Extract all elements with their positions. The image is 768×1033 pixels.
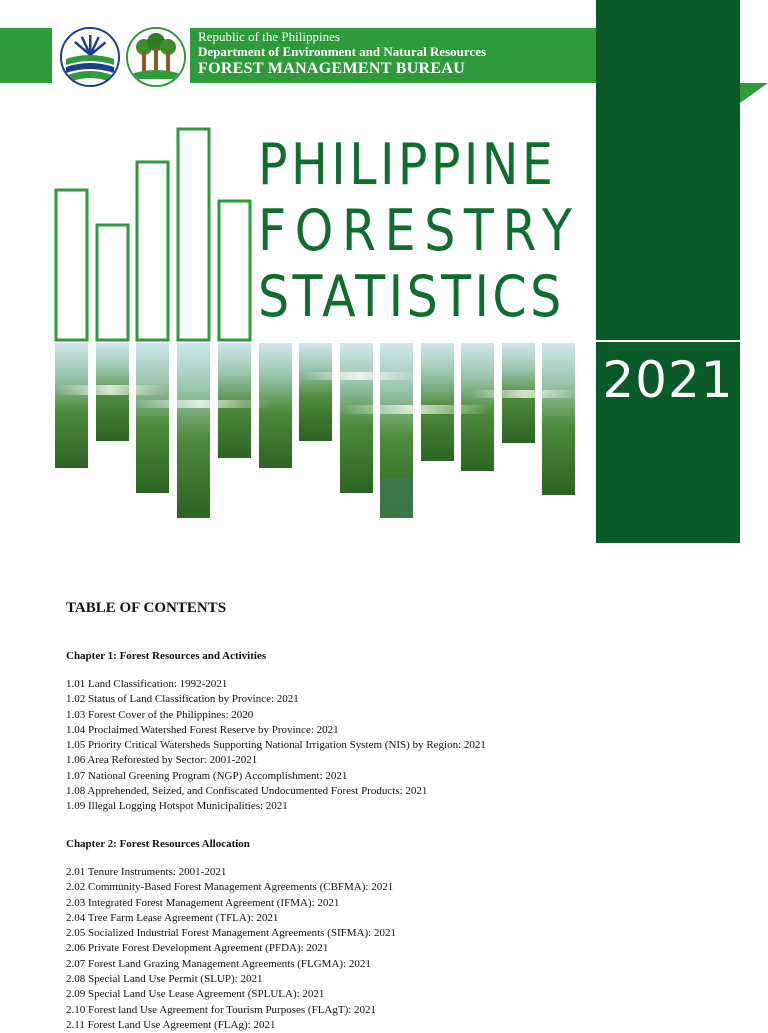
toc-entry[interactable]: 1.05 Priority Critical Watersheds Supporting National Irrigation System (NIS) by Region: 2021 bbox=[66, 739, 486, 752]
toc-entry[interactable]: 2.02 Community-Based Forest Management Agreements (CBFMA): 2021 bbox=[66, 881, 394, 894]
toc-entry[interactable]: 2.05 Socialized Industrial Forest Management Agreements (SIFMA): 2021 bbox=[66, 927, 396, 940]
toc-entry[interactable]: 1.09 Illegal Logging Hotspot Municipalities: 2021 bbox=[66, 800, 288, 813]
chapter-2-heading: Chapter 2: Forest Resources Allocation bbox=[66, 838, 250, 850]
bureau-line: FOREST MANAGEMENT BUREAU bbox=[198, 59, 466, 77]
toc-entry[interactable]: 1.01 Land Classification: 1992-2021 bbox=[66, 678, 228, 690]
toc-entry[interactable]: 2.09 Special Land Use Lease Agreement (SPLULA): 2021 bbox=[66, 988, 325, 1001]
panel-divider bbox=[596, 340, 740, 342]
department-line: Department of Environment and Natural Resources bbox=[198, 43, 487, 59]
toc-entry[interactable]: 1.06 Area Reforested by Sector: 2001-2021 bbox=[66, 754, 258, 767]
toc-entry[interactable]: 2.01 Tenure Instruments: 2001-2021 bbox=[66, 866, 227, 878]
title-line-3: STATISTICS bbox=[258, 264, 565, 330]
toc-entry[interactable]: 2.03 Integrated Forest Management Agreement (IFMA): 2021 bbox=[66, 896, 340, 909]
band-fold bbox=[740, 83, 768, 103]
toc-title: TABLE OF CONTENTS bbox=[66, 600, 227, 616]
cover-year: 2021 bbox=[602, 351, 734, 409]
toc-entry[interactable]: 1.08 Apprehended, Seized, and Confiscated Undocumented Forest Products: 2021 bbox=[66, 785, 428, 798]
toc-entry[interactable]: 1.03 Forest Cover of the Philippines: 2020 bbox=[66, 708, 254, 721]
toc-entry[interactable]: 2.06 Private Forest Development Agreement (PFDA): 2021 bbox=[66, 942, 329, 955]
chapter-1-items bbox=[66, 677, 486, 815]
toc-entry[interactable]: 2.04 Tree Farm Lease Agreement (TFLA): 2021 bbox=[66, 911, 279, 924]
toc-entry[interactable]: 1.02 Status of Land Classification by Province: 2021 bbox=[66, 693, 299, 706]
title-line-2: FORESTRY bbox=[258, 198, 581, 264]
toc-entry[interactable]: 1.07 National Greening Program (NGP) Accomplishment: 2021 bbox=[66, 769, 348, 782]
toc-entry[interactable]: 1.04 Proclaimed Watershed Forest Reserve by Province: 2021 bbox=[66, 723, 339, 736]
republic-line: Republic of the Philippines bbox=[198, 29, 340, 44]
title-line-1: PHILIPPINE bbox=[258, 132, 557, 198]
toc-entry[interactable]: 2.07 Forest Land Grazing Management Agreements (FLGMA): 2021 bbox=[66, 957, 371, 970]
toc-entry[interactable]: 2.11 Forest Land Use Agreement (FLAg): 2021 bbox=[66, 1018, 276, 1031]
toc-entry[interactable]: 2.08 Special Land Use Permit (SLUP): 2021 bbox=[66, 973, 263, 986]
chapter-1-heading: Chapter 1: Forest Resources and Activities bbox=[66, 650, 267, 662]
toc-entry[interactable]: 2.10 Forest land Use Agreement for Tourism Purposes (FLAgT): 2021 bbox=[66, 1003, 377, 1016]
chapter-2-items bbox=[66, 865, 396, 1033]
cover-title bbox=[258, 132, 633, 330]
